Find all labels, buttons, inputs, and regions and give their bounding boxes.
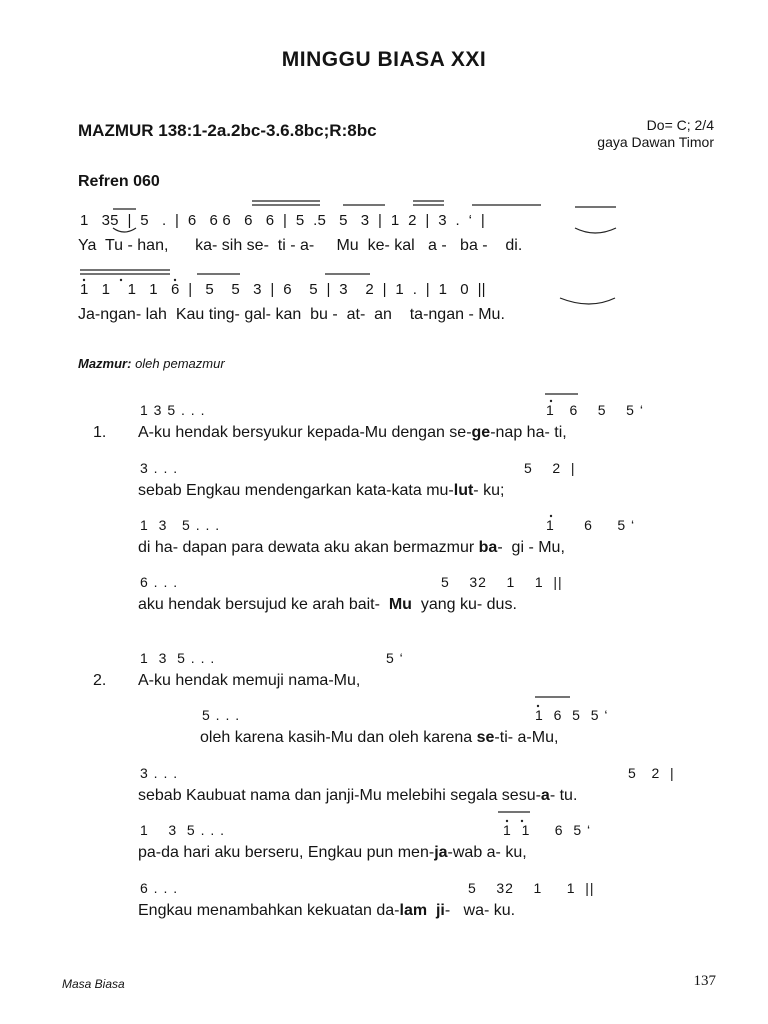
page-title: MINGGU BIASA XXI (281, 48, 487, 71)
verse-number: 2. (93, 672, 107, 689)
octave-dot (174, 279, 176, 281)
octave-dot (120, 279, 122, 281)
octave-dot (537, 705, 539, 707)
verse-notes-left: 1 3 5 . . . (140, 650, 216, 666)
verse-notes-right: 1 6 5 ‘ (546, 517, 636, 533)
verse-notes-right: 5 32 1 1 || (441, 574, 563, 590)
mazmur-label: Mazmur: (78, 356, 132, 371)
octave-dot (506, 820, 508, 822)
verse-notes-left: 3 . . . (140, 765, 179, 781)
key-signature: Do= C; 2/4 (646, 117, 714, 133)
verse-text-line: pa-da hari aku berseru, Engkau pun men-ja-wab a- ku, (138, 844, 527, 861)
verse-notes-left: 3 . . . (140, 460, 179, 476)
verse-text-line: A-ku hendak memuji nama-Mu, (138, 672, 361, 689)
verse-text-line: A-ku hendak bersyukur kepada-Mu dengan se-ge-nap ha- ti, (138, 424, 567, 441)
verse-notes-left: 1 3 5 . . . (140, 517, 221, 533)
psalm-reference: MAZMUR 138:1-2a.2bc-3.6.8bc;R:8bc (78, 121, 377, 140)
verse-notes-right: 5 32 1 1 || (468, 880, 595, 896)
refren-title: Refren 060 (78, 173, 160, 190)
verse-notes-left: 1 3 5 . . . (140, 822, 226, 838)
verse-notes-left: 5 . . . (202, 707, 241, 723)
refren-lyrics-line-2: Ja-ngan- lah Kau ting- gal- kan bu - at- an ta-ngan - Mu. (78, 306, 505, 323)
octave-dot (550, 515, 552, 517)
verse-text-line: sebab Engkau mendengarkan kata-kata mu-lut- ku; (138, 482, 505, 499)
verse-notes-right: 1 6 5 5 ‘ (535, 707, 609, 723)
style-note: gaya Dawan Timor (597, 134, 714, 150)
page-number: 137 (693, 973, 716, 989)
mazmur-note: oleh pemazmur (131, 356, 225, 371)
refren-lyrics-line-1: Ya Tu - han, ka- sih se- ti - a- Mu ke- kal a - ba - di. (78, 237, 523, 254)
verse-notes-right: 5 2 | (524, 460, 576, 476)
octave-dot (550, 400, 552, 402)
octave-dot (83, 279, 85, 281)
slur-mark (560, 298, 615, 304)
slur-mark (575, 228, 616, 233)
verse-notes-left: 6 . . . (140, 574, 179, 590)
verse-notes-right: 5 2 | (628, 765, 675, 781)
verse-number: 1. (93, 424, 107, 441)
refren-notes-line-1: 1 35 | 5 . | 6 6 6 6 6 | 5 .5 5 3 | 1 2 | 3 . ‘ | (80, 212, 485, 229)
slur-mark (113, 228, 136, 232)
verse-notes-right: 1 1 6 5 ‘ (503, 822, 592, 838)
verse-notes-right: 1 6 5 5 ‘ (546, 402, 644, 418)
verse-text-line: di ha- dapan para dewata aku akan bermazmur ba- gi - Mu, (138, 539, 565, 556)
verse-text-line: aku hendak bersujud ke arah bait- Mu yang ku- dus. (138, 596, 517, 613)
refren-notes-line-2: 1 1 1 1 6 | 5 5 3 | 6 5 | 3 2 | 1 . | 1 0 || (80, 281, 486, 298)
verse-notes-left: 1 3 5 . . . (140, 402, 206, 418)
octave-dot (521, 820, 523, 822)
footer-section-label: Masa Biasa (62, 977, 125, 991)
verse-notes-left: 6 . . . (140, 880, 179, 896)
verse-text-line: Engkau menambahkan kekuatan da-lam ji- wa- ku. (138, 902, 516, 919)
verse-notes-right: 5 ‘ (386, 650, 404, 666)
verse-text-line: oleh karena kasih-Mu dan oleh karena se-ti- a-Mu, (200, 729, 559, 746)
verse-text-line: sebab Kaubuat nama dan janji-Mu melebihi segala sesu-a- tu. (138, 787, 578, 804)
